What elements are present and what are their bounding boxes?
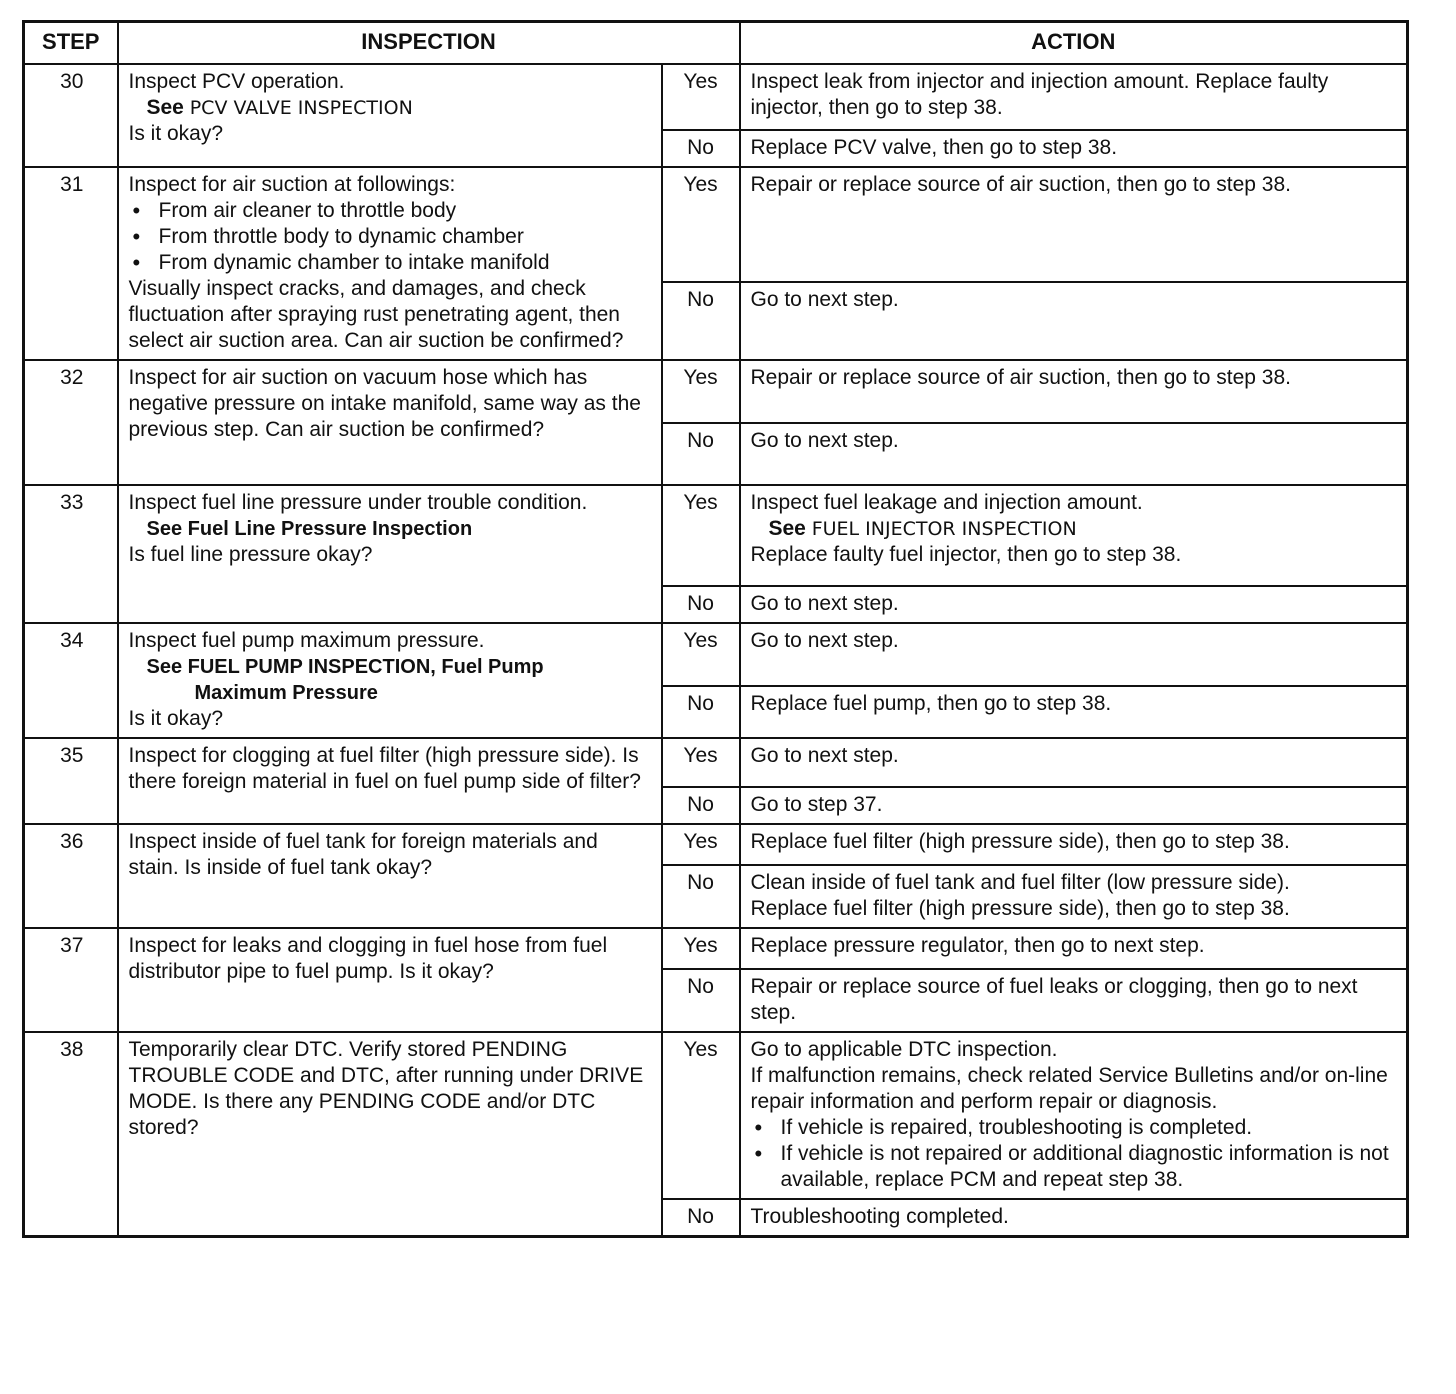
- step-number: 31: [24, 167, 118, 360]
- table-row: [24, 64, 1408, 130]
- see-reference: See FUEL PUMP INSPECTION, Fuel Pump: [146, 656, 544, 678]
- inspection-question: Is it okay?: [128, 707, 224, 730]
- yes-label: Yes: [662, 167, 740, 282]
- inspection-cell: Inspect for air suction on vacuum hose which has negative pressure on intake manifold, same way as the previous step. Can air suction be confirmed?: [118, 360, 662, 485]
- see-ref: FUEL INJECTOR INSPECTION: [811, 518, 1077, 540]
- no-label: No: [662, 686, 740, 738]
- see-word: See: [768, 517, 806, 540]
- inspection-cell: Inspect for leaks and clogging in fuel hose from fuel distributor pipe to fuel pump. Is it okay?: [118, 928, 662, 1032]
- yes-label: Yes: [662, 928, 740, 969]
- no-action: Go to step 37.: [740, 787, 1408, 824]
- no-action: [740, 865, 1408, 928]
- list-item: • From dynamic chamber to intake manifold: [129, 250, 653, 276]
- step-number: 30: [24, 64, 118, 167]
- table-row: [24, 485, 1408, 586]
- yes-action: Inspect leak from injector and injection amount. Replace faulty injector, then go to step 38.: [740, 64, 1408, 130]
- inspection-cell: [118, 167, 662, 360]
- list-item: • From throttle body to dynamic chamber: [129, 224, 653, 250]
- inspection-question: Is it okay?: [128, 122, 224, 145]
- no-label: No: [662, 282, 740, 360]
- action-text: If malfunction remains, check related Service Bulletins and/or on-line repair information and perform repair or diagnosis.: [750, 1064, 1388, 1113]
- yes-action: Replace pressure regulator, then go to next step.: [740, 928, 1408, 969]
- no-label: No: [662, 586, 740, 623]
- inspection-text: Inspect fuel pump maximum pressure.: [128, 629, 485, 652]
- yes-action: Replace fuel filter (high pressure side), then go to step 38.: [740, 824, 1408, 865]
- no-label: No: [662, 423, 740, 485]
- action-text: Replace fuel filter (high pressure side), then go to step 38.: [750, 897, 1290, 920]
- table-row: [24, 738, 1408, 787]
- inspection-text: Inspect fuel line pressure under trouble condition.: [128, 491, 588, 514]
- step-number: 38: [24, 1032, 118, 1237]
- table-row: [24, 1032, 1408, 1199]
- inspection-cell: Inspect inside of fuel tank for foreign materials and stain. Is inside of fuel tank okay?: [118, 824, 662, 928]
- inspection-cell: [118, 485, 662, 623]
- yes-label: Yes: [662, 623, 740, 686]
- step-number: 36: [24, 824, 118, 928]
- action-text: Inspect fuel leakage and injection amount.: [750, 491, 1143, 514]
- troubleshooting-table: [22, 20, 1409, 1238]
- header-inspection: INSPECTION: [118, 22, 740, 65]
- yes-label: Yes: [662, 824, 740, 865]
- inspection-question: Visually inspect cracks, and damages, and check fluctuation after spraying rust penetrating agent, then select air suction area. Can air suction be confirmed?: [128, 277, 624, 352]
- yes-label: Yes: [662, 64, 740, 130]
- no-action: Replace fuel pump, then go to step 38.: [740, 686, 1408, 738]
- step-number: 33: [24, 485, 118, 623]
- table-row: [24, 928, 1408, 969]
- inspection-cell: [118, 64, 662, 167]
- no-action: Go to next step.: [740, 282, 1408, 360]
- inspection-text: Inspect PCV operation.: [128, 70, 345, 93]
- yes-action: Go to next step.: [740, 623, 1408, 686]
- inspection-bullets: [129, 198, 653, 276]
- see-reference-cont: Maximum Pressure: [194, 682, 378, 704]
- see-word: See: [146, 96, 184, 119]
- header-action: ACTION: [740, 22, 1408, 65]
- list-item: • If vehicle is repaired, troubleshooting is completed.: [751, 1115, 1399, 1141]
- action-text: Replace faulty fuel injector, then go to step 38.: [750, 543, 1182, 566]
- yes-label: Yes: [662, 485, 740, 586]
- step-number: 37: [24, 928, 118, 1032]
- inspection-cell: Temporarily clear DTC. Verify stored PENDING TROUBLE CODE and DTC, after running under DRIVE MODE. Is there any PENDING CODE and/or DTC stored?: [118, 1032, 662, 1237]
- yes-label: Yes: [662, 738, 740, 787]
- yes-action: Repair or replace source of air suction, then go to step 38.: [740, 360, 1408, 423]
- step-number: 34: [24, 623, 118, 738]
- no-label: No: [662, 969, 740, 1032]
- step-number: 35: [24, 738, 118, 824]
- inspection-text: Inspect for air suction at followings:: [128, 173, 456, 196]
- no-action: Go to next step.: [740, 586, 1408, 623]
- header-step: STEP: [24, 22, 118, 65]
- action-text: Clean inside of fuel tank and fuel filter (low pressure side).: [750, 871, 1290, 894]
- no-label: No: [662, 130, 740, 167]
- action-text: Go to applicable DTC inspection.: [750, 1038, 1058, 1061]
- troubleshooting-table-page: [22, 20, 1406, 1238]
- no-action: Repair or replace source of fuel leaks or clogging, then go to next step.: [740, 969, 1408, 1032]
- list-item: • If vehicle is not repaired or additional diagnostic information is not available, replace PCM and repeat step 38.: [751, 1141, 1399, 1193]
- list-item: • From air cleaner to throttle body: [129, 198, 653, 224]
- no-action: Troubleshooting completed.: [740, 1199, 1408, 1237]
- yes-action: [740, 1032, 1408, 1199]
- see-ref: PCV VALVE INSPECTION: [189, 97, 413, 119]
- yes-label: Yes: [662, 360, 740, 423]
- yes-action: Repair or replace source of air suction, then go to step 38.: [740, 167, 1408, 282]
- no-label: No: [662, 865, 740, 928]
- header-row: [24, 22, 1408, 65]
- yes-action: [740, 485, 1408, 586]
- yes-label: Yes: [662, 1032, 740, 1199]
- table-row: [24, 824, 1408, 865]
- yes-action: Go to next step.: [740, 738, 1408, 787]
- see-reference: [751, 516, 1399, 542]
- see-reference: [129, 95, 653, 121]
- inspection-question: Is fuel line pressure okay?: [128, 543, 373, 566]
- table-row: [24, 623, 1408, 686]
- see-reference: See Fuel Line Pressure Inspection: [146, 518, 473, 540]
- no-label: No: [662, 1199, 740, 1237]
- action-bullets: [751, 1115, 1399, 1193]
- no-label: No: [662, 787, 740, 824]
- table-row: [24, 167, 1408, 282]
- no-action: Go to next step.: [740, 423, 1408, 485]
- inspection-cell: Inspect for clogging at fuel filter (high pressure side). Is there foreign material in fuel on fuel pump side of filter?: [118, 738, 662, 824]
- table-row: [24, 360, 1408, 423]
- step-number: 32: [24, 360, 118, 485]
- inspection-cell: [118, 623, 662, 738]
- no-action: Replace PCV valve, then go to step 38.: [740, 130, 1408, 167]
